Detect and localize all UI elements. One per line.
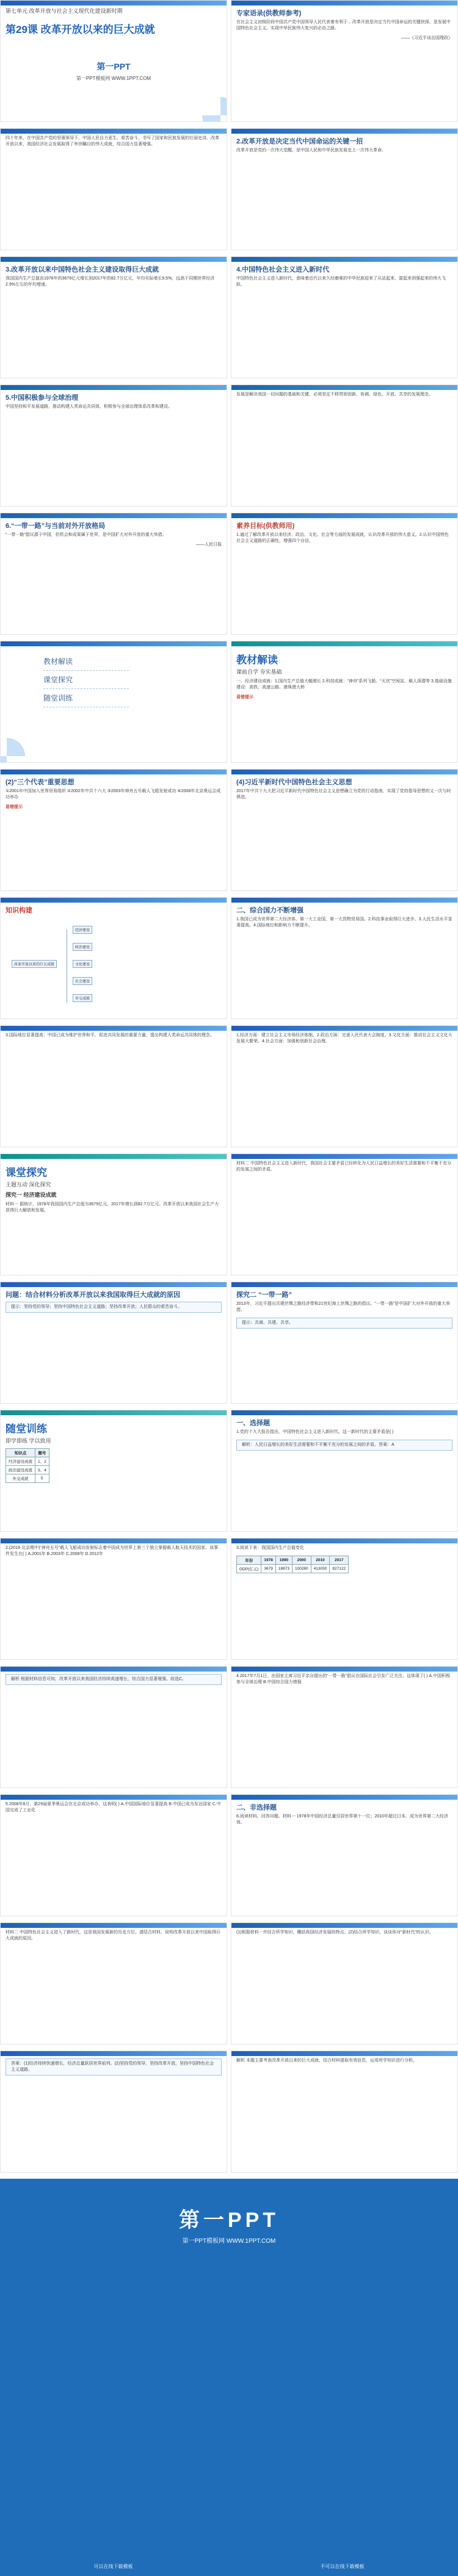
table-header: 题号 — [35, 1449, 49, 1457]
final-site: 第一PPT模板网 WWW.1PPT.COM — [182, 2238, 276, 2245]
slide-13 — [0, 769, 227, 891]
mind-map-node: 外交成就 — [73, 994, 92, 1002]
slide-19-theme: 探究一 经济建设成就 — [5, 1192, 57, 1198]
row-16 — [0, 1922, 458, 2044]
slide-cover — [0, 0, 227, 122]
slide-4 — [231, 128, 458, 250]
slide-8 — [231, 384, 458, 507]
slide-22-answer: 提示：共商、共建、共享。 — [242, 1321, 293, 1325]
slide-12-body: 一、经济建设成就：1.国内生产总值大幅增长 2.科技成就：“神舟”系列飞船、“天宫”空间站、载人深潜等 3.基础设施建设：高铁、高速公路、港珠澳大桥 — [236, 679, 452, 690]
slide-7-title: 5.中国积极参与全球治理 — [5, 394, 79, 402]
slide-16-body: 1.我国已成为世界第二大经济体、第一大工业国、第一大货物贸易国。2.科技事业取得巨大进步。3.人民生活水平显著提高。4.国际地位和影响力不断提升。 — [236, 917, 453, 928]
row-4 — [0, 384, 458, 507]
slide-33-body: 答案：(1)经济持续快速增长，经济总量跃居世界前列。(2)坚持党的领导，坚持改革开放，坚持中国特色社会主义道路。 — [11, 2062, 214, 2072]
slide-32-body: (1)根据材料一并结合所学知识，概括我国经济发展的特点。(2)结合所学知识，谈谈你对“新时代”的认识。 — [236, 1930, 434, 1935]
slide-24-title: 一、选择题 — [236, 1420, 270, 1427]
slide-30-title: 二、非选择题 — [236, 1804, 277, 1811]
slide-14-body: 2017年中共十九大把习近平新时代中国特色社会主义思想确立为党的行动指南，实现了党的指导思想的又一次与时俱进。 — [236, 789, 451, 799]
row-12 — [0, 1410, 458, 1532]
slide-10 — [231, 513, 458, 635]
slide-15-title: 知识构建 — [5, 907, 32, 914]
slide-33 — [0, 2051, 227, 2173]
slide-27-body: 解析 根据材料信息可知，改革开放以来我国经济持续高速增长，综合国力显著增强。故选C。 — [11, 1677, 186, 1681]
slide-17 — [0, 1025, 227, 1147]
slide-9-title: 6.“一带一路”与当前对外开放格局 — [5, 522, 106, 530]
slide-16-title: 二、综合国力不断增强 — [236, 907, 304, 914]
slide-21-title: 问题：结合材料分析改革开放以来我国取得巨大成就的原因 — [5, 1291, 180, 1299]
slide-12-tag: 易错提示 — [236, 695, 253, 699]
slide-26-body: 3.阅读下表：我国国内生产总值变化 — [236, 1546, 304, 1550]
slide-34 — [231, 2051, 458, 2173]
slide-2 — [231, 0, 458, 122]
table-header: 知识点 — [6, 1449, 35, 1457]
mind-map-node: 社会建设 — [73, 977, 92, 985]
table-row: GDP(亿元) 3679 18873 100280 413030 827122 — [237, 1565, 349, 1573]
table-row: 政治建设成就 3、4 — [6, 1466, 49, 1474]
slide-24-body: 1.党的十九大报告指出，中国特色社会主义进入新时代。这一新时代的主要矛盾是( ) — [236, 1430, 394, 1434]
row-15 — [0, 1794, 458, 1916]
table-row: 经济建设成就 1、2 — [6, 1457, 49, 1466]
row-7 — [0, 769, 458, 891]
row-2 — [0, 128, 458, 250]
slide-9-source: ——人民日报 — [196, 543, 222, 547]
final-brand: 第一PPT — [178, 2209, 280, 2232]
slide-2-body: 在社会主义初级阶段中国共产党中国领导人民代表着有利于... 改革开放是决定当代中国命运的关键抉择，是发展中国特色社会主义、实现中华民族伟大复兴的必由之路。 — [236, 20, 451, 31]
slide-20 — [231, 1153, 458, 1275]
slide-26 — [231, 1538, 458, 1660]
slide-16 — [231, 897, 458, 1019]
slide-24 — [231, 1410, 458, 1532]
mind-map — [5, 917, 222, 1015]
slide-24-answer: 解析：人民日益增长的美好生活需要和不平衡不充分的发展之间的矛盾。答案：A — [242, 1443, 394, 1447]
slide-3-body: 四十年来，在中国共产党的坚强领导下，中国人民自力更生、艰苦奋斗，书写了国家和民族发展的壮丽史诗。改革开放以来，我国经济社会发展取得了举世瞩目的伟大成就，综合国力显著增强。 — [5, 136, 219, 146]
catalog-menu — [43, 652, 227, 707]
cover-brand: 第一PPT — [96, 62, 131, 71]
slide-19 — [0, 1153, 227, 1275]
slide-catalog — [0, 641, 227, 763]
slide-14-title: (4)习近平新时代中国特色社会主义思想 — [236, 779, 352, 786]
slide-32 — [231, 1922, 458, 2044]
slide-22 — [231, 1282, 458, 1404]
fan-decoration-icon — [0, 738, 25, 763]
slide-7-body: 中国坚持和平发展道路，推动构建人类命运共同体，积极参与全球治理体系改革和建设。 — [5, 405, 172, 409]
catalog-item[interactable]: 教材解读 — [43, 652, 129, 671]
slide-22-body: 2013年，习近平提出共建丝绸之路经济带和21世纪海上丝绸之路的倡议。“一带一路”是中国扩大对外开放的重大举措。 — [236, 1302, 451, 1312]
cover-lesson: 第七单元 改革开放与社会主义现代化建设新时期 — [5, 8, 123, 14]
slide-18 — [231, 1025, 458, 1147]
slide-29 — [0, 1794, 227, 1916]
slide-14 — [231, 769, 458, 891]
slide-17-body: 3.国际地位显著提高：中国已成为维护世界和平、促进共同发展的重要力量，提出构建人类命运共同体的理念。 — [5, 1033, 214, 1037]
slide-4-title: 2.改革开放是决定当代中国命运的关键一招 — [236, 138, 363, 145]
row-1 — [0, 0, 458, 122]
mind-map-node: 文化建设 — [73, 960, 92, 968]
slide-12-sub: 课前自学 夯实基础 — [236, 669, 282, 675]
row-8 — [0, 897, 458, 1019]
slide-7 — [0, 384, 227, 507]
slide-21 — [0, 1282, 227, 1404]
slide-23-title: 随堂训练 — [5, 1423, 47, 1435]
slide-22-title: 探究二 “一带一路” — [236, 1291, 293, 1299]
row-9 — [0, 1025, 458, 1147]
slide-13-title: (2)“三个代表”重要思想 — [5, 779, 75, 786]
slide-20-body: 材料二 中国特色社会主义进入新时代，我国社会主要矛盾已经转化为人民日益增长的美好生活需要和不平衡不充分的发展之间的矛盾。 — [236, 1161, 451, 1172]
fan-decoration-icon — [202, 97, 227, 122]
slide-4-body: 改革开放是党的一次伟大觉醒，是中国人民和中华民族发展史上一次伟大革命。 — [236, 148, 386, 153]
slide-10-title: 素养目标(供教师用) — [236, 522, 295, 530]
gdp-table: 年份 1978 1990 2000 2010 2017 GDP(亿元) 3679 18873 100280 413030 827122 — [236, 1556, 349, 1573]
row-13 — [0, 1538, 458, 1660]
mind-map-node: 经济建设 — [73, 926, 92, 934]
slide-2-source: ——《习近平谈治国理政》 — [401, 36, 453, 40]
slide-8-body: 发展是解决我国一切问题的基础和关键，必须坚定不移贯彻创新、协调、绿色、开放、共享的发展理念。 — [236, 392, 433, 397]
row-5 — [0, 513, 458, 635]
slide-28 — [231, 1666, 458, 1788]
slide-31 — [0, 1922, 227, 2044]
row-3 — [0, 256, 458, 378]
slide-6 — [231, 256, 458, 378]
row-6 — [0, 641, 458, 763]
slide-28-body: 4.2017年7月1日，由国家主席习近平亲自提出的“一带一路”倡议在国际社会引发广泛关注。这体现了( ) A.中国积极参与全球治理 B.中国综合国力增强 — [236, 1674, 451, 1684]
mind-map-node: 政治建设 — [73, 943, 92, 951]
row-17 — [0, 2051, 458, 2173]
mind-map-root: 改革开放以来的巨大成就 — [12, 960, 57, 968]
slide-19-body: 材料一 据统计，1978年我国国内生产总值为3679亿元，2017年增长到82.7万亿元。改革开放以来我国社会生产力获得巨大解放和发展。 — [5, 1202, 219, 1213]
final-footer-item[interactable]: 可以在线下载模板 — [93, 2564, 133, 2569]
slide-23-sub: 即学即练 学以致用 — [5, 1438, 51, 1444]
cover-title: 第29课 改革开放以来的巨大成就 — [5, 24, 155, 35]
slide-18-body: 1.经济方面：建立社会主义市场经济体制。2.政治方面：完善人民代表大会制度。3.文化方面：推动社会主义文化大发展大繁荣。4.社会方面：加强和创新社会治理。 — [236, 1033, 453, 1044]
slide-2-title: 专家语录(供教师参考) — [236, 10, 302, 17]
final-banner — [0, 2179, 458, 2576]
row-10 — [0, 1153, 458, 1275]
slide-25-body: 2.(2019·北京期中)“神舟五号”载人飞船成功发射标志着中国成为世界上第三个独立掌握载人航天技术的国家。该事件发生在( ) A.2001年 B.2003年 C.2008年 D.2012年 — [5, 1546, 219, 1556]
slide-12 — [231, 641, 458, 763]
slide-13-tag: 易错提示 — [5, 805, 23, 809]
slide-34-body: 解析 本题主要考查改革开放以来的巨大成就，结合材料提取有效信息，运用所学知识进行分析。 — [236, 2058, 417, 2063]
slide-6-body: 中国特色社会主义进入新时代，意味着近代以来久经磨难的中华民族迎来了从站起来、富起来到强起来的伟大飞跃。 — [236, 276, 446, 287]
slide-3 — [0, 128, 227, 250]
slide-19-title: 课堂探究 — [5, 1167, 47, 1178]
final-footer-item[interactable]: 不可以在线下载模板 — [320, 2564, 365, 2569]
cover-site: 第一PPT模板网 WWW.1PPT.COM — [76, 76, 151, 81]
catalog-item[interactable]: 课堂探究 — [43, 671, 129, 689]
catalog-item[interactable]: 随堂训练 — [43, 689, 129, 707]
slide-5 — [0, 256, 227, 378]
slide-25 — [0, 1538, 227, 1660]
row-14 — [0, 1666, 458, 1788]
slide-9 — [0, 513, 227, 635]
slide-5-title: 3.改革开放以来中国特色社会主义建设取得巨大成就 — [5, 266, 159, 273]
slide-30 — [231, 1794, 458, 1916]
slide-21-answer: 提示：坚持党的领导；坚持中国特色社会主义道路；坚持改革开放；人民群众的艰苦奋斗。 — [11, 1305, 182, 1309]
slide-9-body: “一带一路”倡议源于中国，但机会和成果属于世界，是中国扩大对外开放的重大举措。 — [5, 533, 167, 537]
slide-27 — [0, 1666, 227, 1788]
slide-10-body: 1.通过了解改革开放以来经济、政治、文化、社会等方面的发展成就，认识改革开放的伟大意义。2.认识中国特色社会主义道路的正确性，增强四个自信。 — [236, 533, 449, 543]
slide-30-body: 6.阅读材料，回答问题。材料一 1978年中国经济总量仅居世界第十一位；2010年超过日本，成为世界第二大经济体。 — [236, 1814, 448, 1825]
slide-29-body: 5.2008年8月，第29届夏季奥运会在北京成功举办，这表明( ) A.中国国际地位显著提高 B.中国已成为发达国家 C.中国完成了工业化 — [5, 1802, 221, 1813]
slide-13-body: ①2001年中国加入世界贸易组织 ②2002年中共十六大 ③2003年神舟五号载人飞船发射成功 ④2008年北京奥运会成功举办 — [5, 789, 221, 799]
row-11 — [0, 1282, 458, 1404]
slide-12-title: 教材解读 — [236, 654, 278, 666]
slide-6-title: 4.中国特色社会主义进入新时代 — [236, 266, 330, 273]
slide-5-body: 我国国内生产总值由1978年的3679亿元增长到2017年的82.7万亿元，年均实际增长9.5%，远高于同期世界经济2.9%左右的年均增速。 — [5, 276, 215, 287]
knowledge-table — [5, 1448, 49, 1483]
final-footer — [0, 2563, 458, 2570]
slide-31-body: 材料二 中国特色社会主义进入了新时代，这是我国发展新的历史方位。请结合材料，说明改革开放以来中国取得巨大成就的原因。 — [5, 1930, 220, 1941]
slide-15 — [0, 897, 227, 1019]
slide-19-sub: 主题互动 深化探究 — [5, 1182, 51, 1188]
table-row: 外交成就 5 — [6, 1474, 49, 1483]
slide-23 — [0, 1410, 227, 1532]
